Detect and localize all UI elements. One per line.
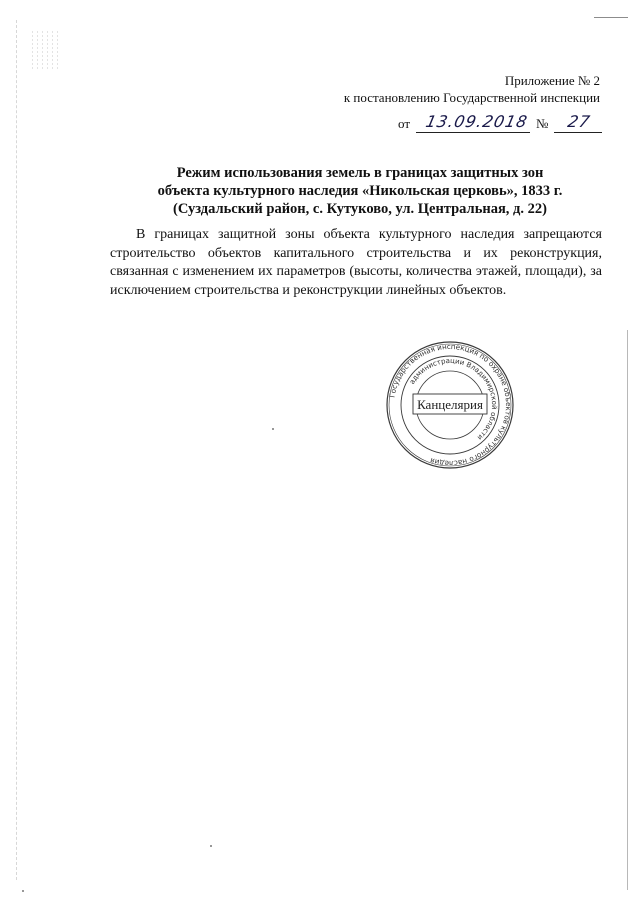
handwritten-number: 27 [565,112,593,131]
number-underline [554,132,602,133]
stamp-outer-text: Государственная инспекция по охране объектов культурного наследия [387,341,514,469]
title-line-2: объекта культурного наследия «Никольская церковь», 1833 г. [157,183,563,199]
number-label: № [536,116,549,131]
scan-edge-left [16,20,18,880]
date-underline [416,132,530,133]
scan-dot [210,845,212,847]
document-title [80,164,640,218]
stamp-inner-text: администрации Владимирской области [408,356,499,442]
date-from-label: от [398,116,411,131]
appendix-number: Приложение № 2 [504,73,600,88]
date-number-line [398,114,604,134]
handwritten-date: 13.09.2018 [423,112,530,131]
title-line-3: (Суздальский район, с. Кутуково, ул. Центральная, д. 22) [173,201,547,217]
scan-dot [22,890,24,892]
stamp-center-text: Канцелярия [417,397,483,412]
scan-edge-right [627,330,629,890]
body-paragraph: В границах защитной зоны объекта культурного наследия запрещаются строительство объектов капитального строительства и их реконструкция, связанная с изменением их параметров (высоты, количества этажей, площади), за исключением строительства и реконструкции линейных объектов. [110,227,602,298]
body-paragraph-block [110,226,602,300]
appendix-reference: к постановлению Государственной инспекции [343,90,600,105]
scan-dot [272,428,274,430]
scan-edge-top [594,17,628,18]
appendix-header [344,72,600,106]
office-stamp [385,340,515,470]
title-line-1: Режим использования земель в границах защитных зон [176,165,544,181]
scan-speckle [30,30,62,70]
